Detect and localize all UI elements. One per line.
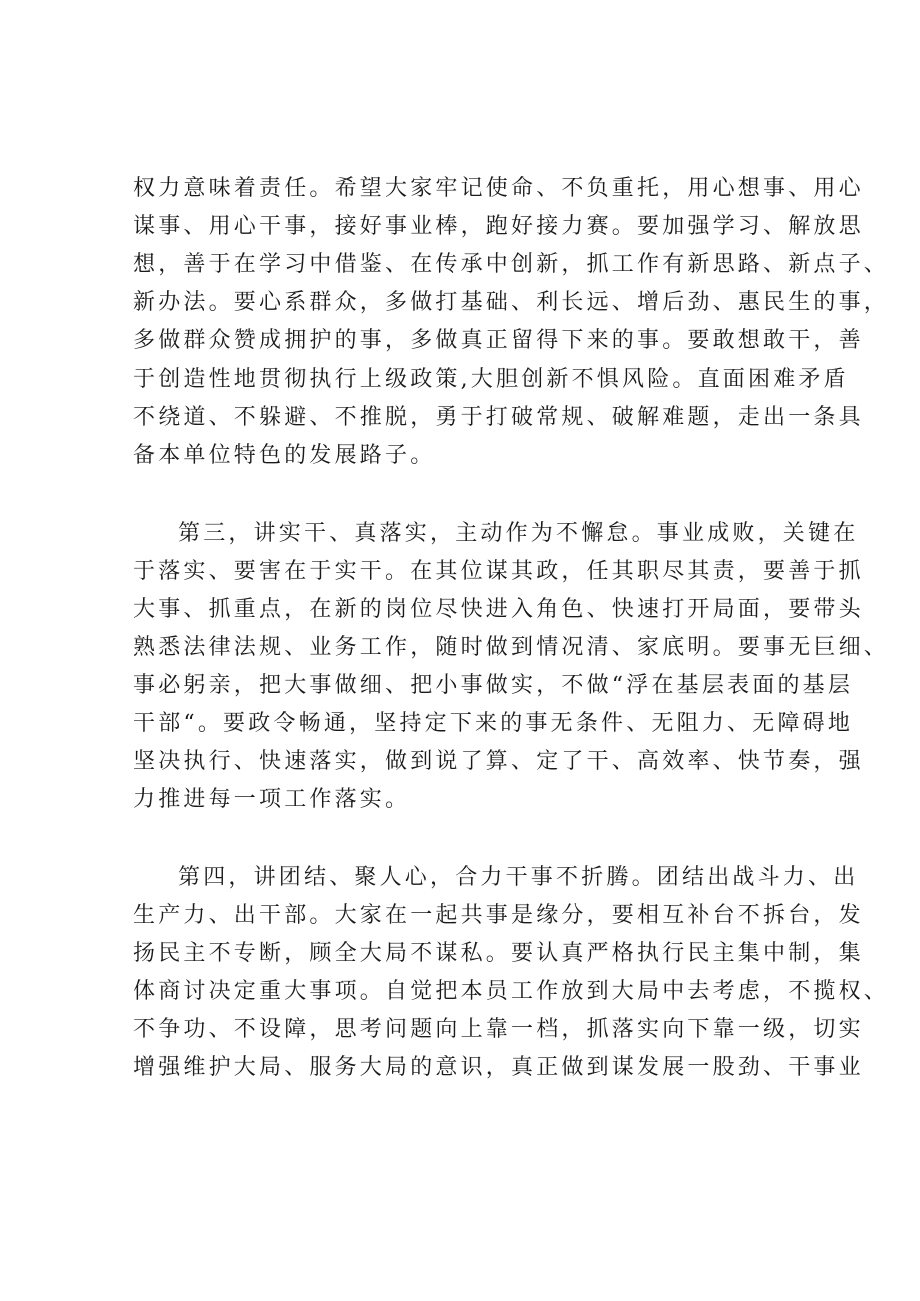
paragraph-line: 于创造性地贯彻执行上级政策,大胆创新不惧风险。直面困难矛盾 bbox=[133, 367, 849, 392]
paragraph-line: 熟悉法律法规、业务工作，随时做到情况清、家底明。要事无巨细、 bbox=[133, 635, 890, 660]
paragraph-line: 扬民主不专断，顾全大局不谋私。要认真严格执行民主集中制，集 bbox=[133, 941, 864, 966]
paragraph-line: 第三，讲实干、真落实，主动作为不懈怠。事业成败，关键在 bbox=[178, 521, 859, 546]
paragraph-line: 想，善于在学习中借鉴、在传承中创新，抓工作有新思路、新点子、 bbox=[133, 252, 890, 277]
paragraph-line: 干部“。要政令畅通，坚持定下来的事无条件、无阻力、无障碍地 bbox=[133, 711, 854, 736]
paragraph-line: 权力意味着责任。希望大家牢记使命、不负重托，用心想事、用心 bbox=[133, 176, 864, 201]
paragraph-line: 生产力、出干部。大家在一起共事是缘分，要相互补台不拆台，发 bbox=[133, 903, 864, 928]
paragraph-line: 新办法。要心系群众，多做打基础、利长远、增后劲、惠民生的事， bbox=[133, 290, 890, 315]
paragraph-line: 体商讨决定重大事项。自觉把本员工作放到大局中去考虑，不揽权、 bbox=[133, 979, 890, 1004]
paragraph-line: 多做群众赞成拥护的事，多做真正留得下来的事。要敢想敢干，善 bbox=[133, 328, 864, 353]
paragraph-line: 谋事、用心干事，接好事业棒，跑好接力赛。要加强学习、解放思 bbox=[133, 214, 864, 239]
paragraph-line: 大事、抓重点，在新的岗位尽快进入角色、快速打开局面，要带头 bbox=[133, 597, 864, 622]
paragraph-line: 力推进每一项工作落实。 bbox=[133, 787, 411, 812]
paragraph-line: 不争功、不设障，思考问题向上靠一档，抓落实向下靠一级，切实 bbox=[133, 1017, 864, 1042]
paragraph-line: 于落实、要害在于实干。在其位谋其政，任其职尽其责，要善于抓 bbox=[133, 559, 864, 584]
paragraph-line: 坚决执行、快速落实，做到说了算、定了干、高效率、快节奏，强 bbox=[133, 749, 864, 774]
paragraph-line: 备本单位特色的发展路子。 bbox=[133, 443, 436, 468]
paragraph-line: 增强维护大局、服务大局的意识，真正做到谋发展一股劲、干事业 bbox=[133, 1055, 864, 1080]
paragraph-line: 不绕道、不躲避、不推脱，勇于打破常规、破解难题，走出一条具 bbox=[133, 405, 864, 430]
paragraph-line: 第四，讲团结、聚人心，合力干事不折腾。团结出战斗力、出 bbox=[178, 865, 859, 890]
paragraph-line: 事必躬亲，把大事做细、把小事做实，不做“浮在基层表面的基层 bbox=[133, 673, 854, 698]
